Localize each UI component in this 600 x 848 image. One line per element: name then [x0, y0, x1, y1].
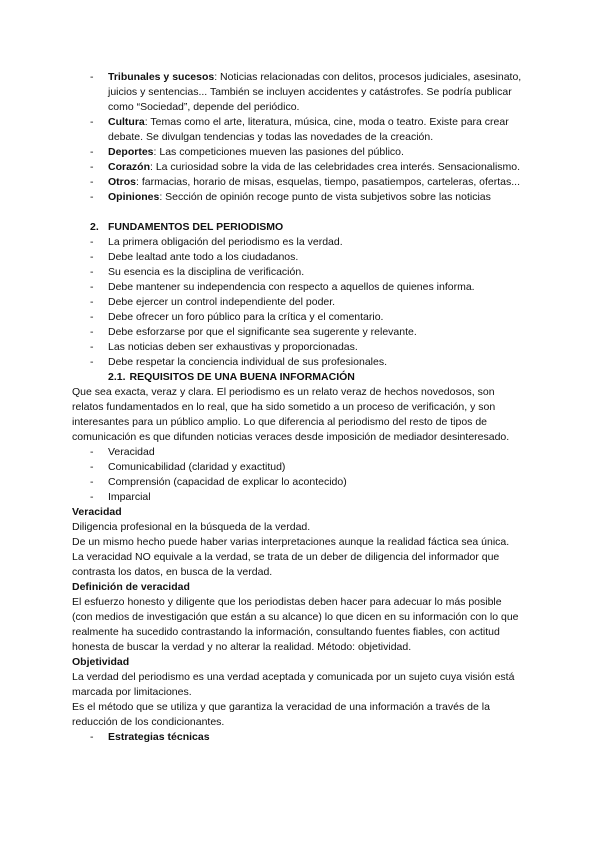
topic-text: : Noticias relacionadas con delitos, procesos judiciales, asesinato, juicios y sentencias... También se incluyen accidentes y catástrofes. Se podría publicar como “Sociedad”, depende del periódico.	[108, 71, 522, 113]
list-item	[72, 115, 522, 145]
section-heading	[72, 220, 522, 235]
list-item	[72, 190, 522, 205]
news-topics-list	[72, 70, 522, 205]
paragraph: La verdad del periodismo es una verdad aceptada y comunicada por un sujeto cuya visión está marcada por limitaciones.	[72, 671, 515, 698]
heading-veracidad: Veracidad	[72, 506, 122, 518]
topic-term: Corazón	[108, 161, 150, 173]
list-item: - Debe ejercer un control independiente del poder.	[72, 295, 522, 310]
paragraph: Es el método que se utiliza y que garantiza la veracidad de una información a través de la reducción de los condicionantes.	[72, 701, 490, 728]
document-page	[72, 70, 522, 745]
topic-term: Otros	[108, 176, 137, 188]
heading-definicion: Definición de veracidad	[72, 581, 190, 593]
list-item	[72, 175, 522, 190]
list-item: - Debe esforzarse por que el significante sea sugerente y relevante.	[72, 325, 522, 340]
list-item	[72, 160, 522, 175]
subsection-heading	[72, 370, 522, 385]
list-item: - Debe lealtad ante todo a los ciudadanos.	[72, 250, 522, 265]
topic-term: Cultura	[108, 116, 145, 128]
heading-objetividad: Objetividad	[72, 656, 130, 668]
paragraph: Diligencia profesional en la búsqueda de la verdad.	[72, 521, 311, 533]
list-item: - Veracidad	[72, 445, 522, 460]
list-item: - Debe ofrecer un foro público para la crítica y el comentario.	[72, 310, 522, 325]
paragraph: De un mismo hecho puede haber varias interpretaciones aunque la realidad fáctica sea única. La veracidad NO equivale a la verdad, se trata de un deber de diligencia del informador que contrasta los datos, en busca de la verdad.	[72, 536, 510, 578]
topic-text: : farmacias, horario de misas, esquelas, tiempo, pasatiempos, carteleras, ofertas...	[136, 176, 521, 188]
list-item: - Comprensión (capacidad de explicar lo acontecido)	[72, 475, 522, 490]
list-item: - Las noticias deben ser exhaustivas y proporcionadas.	[72, 340, 522, 355]
list-item: - Imparcial	[72, 490, 522, 505]
list-item	[72, 70, 522, 115]
list-item: - Comunicabilidad (claridad y exactitud)	[72, 460, 522, 475]
topic-term: Tribunales y sucesos	[108, 71, 215, 83]
topic-text: : Las competiciones mueven las pasiones del público.	[153, 146, 404, 158]
topic-text: : Sección de opinión recoge punto de vista subjetivos sobre las noticias	[159, 191, 491, 203]
list-item: - La primera obligación del periodismo es la verdad.	[72, 235, 522, 250]
list-item	[72, 730, 522, 745]
subsection-title: REQUISITOS DE UNA BUENA INFORMACIÓN	[129, 371, 355, 383]
strategies-list	[72, 730, 522, 745]
paragraph: Que sea exacta, veraz y clara. El periodismo es un relato veraz de hechos novedosos, son relatos fundamentados en lo real, que ha sido sometido a un proceso de verificación, y son interesantes para un público amplio. Lo que diferencia al periodismo del resto de tipos de comunicación es que difunden noticias veraces desde imposición de mediador desinteresado.	[72, 386, 510, 443]
list-item: - Debe respetar la conciencia individual de sus profesionales.	[72, 355, 522, 370]
bullet-term: Estrategias técnicas	[108, 731, 210, 743]
section-number: 2.	[90, 221, 99, 233]
topic-text: : Temas como el arte, literatura, música, cine, moda o teatro. Existe para crear debate. Se divulgan tendencias y todas las novedades de la creación.	[108, 116, 509, 143]
topic-text: : La curiosidad sobre la vida de las celebridades crea interés. Sensacionalismo.	[150, 161, 521, 173]
list-item	[72, 145, 522, 160]
list-item: - Debe mantener su independencia con respecto a aquellos de quienes informa.	[72, 280, 522, 295]
requirements-list	[72, 445, 522, 505]
list-item: - Su esencia es la disciplina de verificación.	[72, 265, 522, 280]
topic-term: Opiniones	[108, 191, 160, 203]
fundamentals-list	[72, 235, 522, 370]
section-title: FUNDAMENTOS DEL PERIODISMO	[108, 221, 284, 233]
subsection-number: 2.1.	[108, 371, 126, 383]
topic-term: Deportes	[108, 146, 154, 158]
paragraph: El esfuerzo honesto y diligente que los periodistas deben hacer para adecuar lo más posible (con medios de investigación que están a su alcance) lo que dicen en su información con lo que realmente ha sucedido contrastando la información, consultando fuentes fiables, con actitud honesta de buscar la verdad y no alterar la realidad. Método: objetividad.	[72, 596, 519, 653]
